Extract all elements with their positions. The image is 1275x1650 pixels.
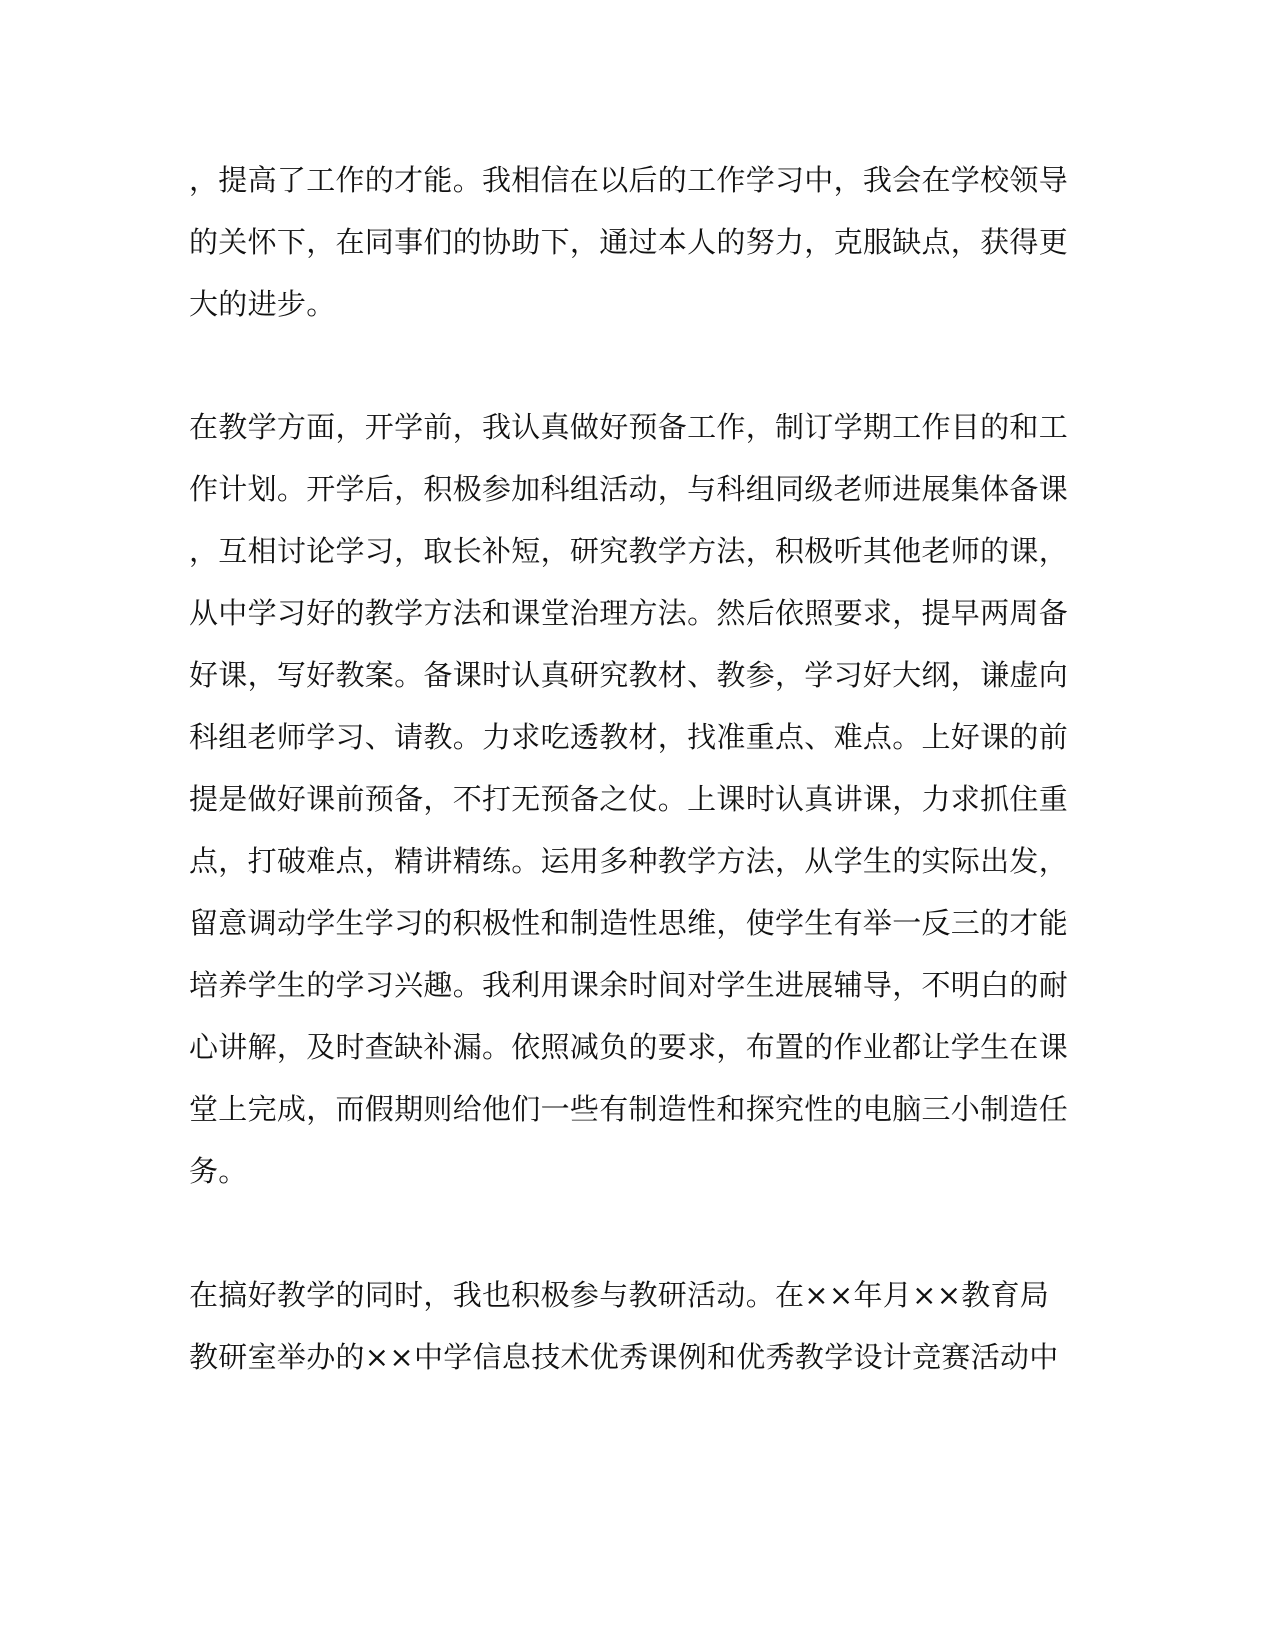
text-line: 作计划。开学后，积极参加科组活动，与科组同级老师进展集体备课	[189, 472, 1069, 506]
text-line: 心讲解，及时查缺补漏。依照减负的要求，布置的作业都让学生在课	[189, 1030, 1069, 1064]
text-line: 留意调动学生学习的积极性和制造性思维，使学生有举一反三的才能	[189, 906, 1069, 940]
text-line: ，互相讨论学习，取长补短，研究教学方法，积极听其他老师的课，	[189, 534, 1069, 568]
text-line: 的关怀下，在同事们的协助下，通过本人的努力，克服缺点，获得更	[189, 225, 1069, 259]
text-line: 堂上完成，而假期则给他们一些有制造性和探究性的电脑三小制造任	[189, 1092, 1069, 1126]
text-line: 培养学生的学习兴趣。我利用课余时间对学生进展辅导，不明白的耐	[189, 968, 1069, 1002]
text-line: 好课，写好教案。备课时认真研究教材、教参，学习好大纲，谦虚向	[189, 658, 1069, 692]
text-line: 提是做好课前预备，不打无预备之仗。上课时认真讲课，力求抓住重	[189, 782, 1069, 816]
text-line: 从中学习好的教学方法和课堂治理方法。然后依照要求，提早两周备	[189, 596, 1069, 630]
text-line: 教研室举办的××中学信息技术优秀课例和优秀教学设计竞赛活动中	[189, 1340, 1059, 1374]
text-line: 科组老师学习、请教。力求吃透教材，找准重点、难点。上好课的前	[189, 720, 1069, 754]
text-line: 点，打破难点，精讲精练。运用多种教学方法，从学生的实际出发，	[189, 844, 1069, 878]
text-line: 在教学方面，开学前，我认真做好预备工作，制订学期工作目的和工	[189, 410, 1069, 444]
text-line: 务。	[189, 1154, 248, 1188]
text-line: ，提高了工作的才能。我相信在以后的工作学习中，我会在学校领导	[189, 163, 1069, 197]
text-line: 在搞好教学的同时，我也积极参与教研活动。在××年月××教育局	[189, 1278, 1050, 1312]
text-line: 大的进步。	[189, 287, 336, 321]
